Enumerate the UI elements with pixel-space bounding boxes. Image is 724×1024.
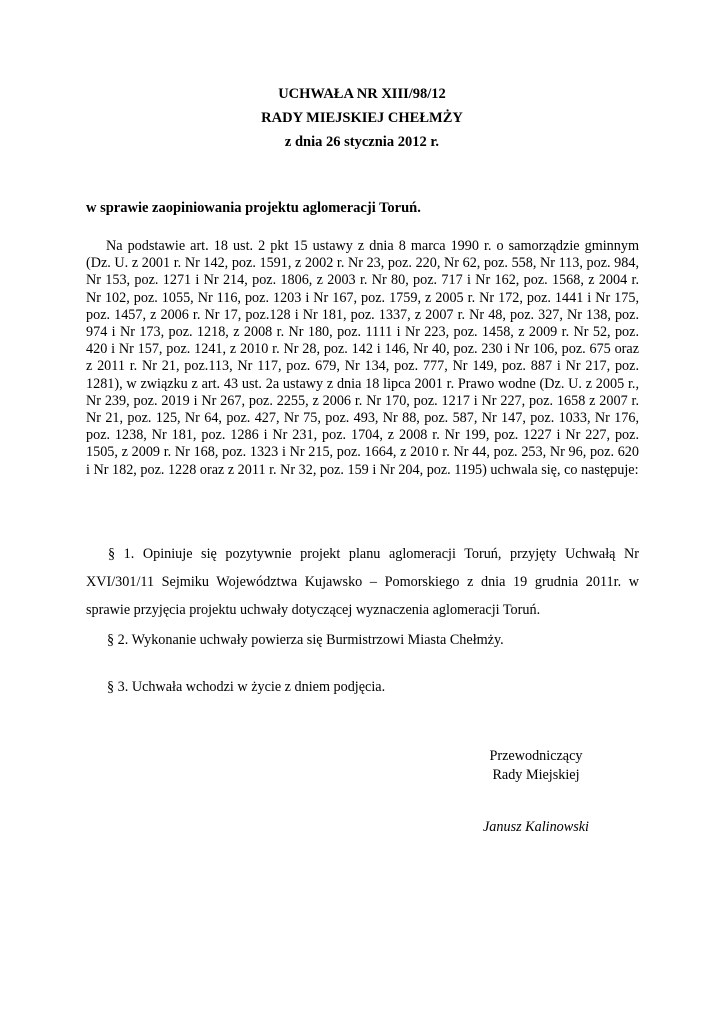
council-name: RADY MIEJSKIEJ CHEŁMŻY [261, 110, 463, 126]
paragraph-3: § 3. Uchwała wchodzi w życie z dniem podjęcia. [107, 679, 386, 695]
signatory-role [436, 747, 636, 785]
paragraph-1: § 1. Opiniuje się pozytywnie projekt planu aglomeracji Toruń, przyjęty Uchwałą Nr XVI/301/11 Sejmiku Województwa Kujawsko – Pomorskiego z dnia 19 grudnia 2011r. w sprawie przyjęcia projektu uchwały dotyczącej wyznaczenia aglomeracji Toruń. [86, 546, 639, 618]
resolution-date: z dnia 26 stycznia 2012 r. [284, 134, 440, 150]
resolution-header [0, 82, 724, 154]
paragraph-2: § 2. Wykonanie uchwały powierza się Burmistrzowi Miasta Chełmży. [107, 632, 504, 648]
signatory-title: Przewodniczący [489, 748, 583, 764]
resolution-subject: w sprawie zaopiniowania projektu aglomeracji Toruń. [86, 200, 421, 216]
legal-basis-paragraph: Na podstawie art. 18 ust. 2 pkt 15 ustawy z dnia 8 marca 1990 r. o samorządzie gminnym (Dz. U. z 2001 r. Nr 142, poz. 1591, z 2002 r. Nr 23, poz. 220, Nr 62, poz. 558, Nr 113, poz. 984, Nr 153, poz. 1271 i Nr 214, poz. 1806, z 2003 r. Nr 80, poz. 717 i Nr 162, poz. 1568, z 2004 r. Nr 102, poz. 1055, Nr 116, poz. 1203 i Nr 167, poz. 1759, z 2005 r. Nr 172, poz. 1441 i Nr 175, poz. 1457, z 2006 r. Nr 17, poz.128 i Nr 181, poz. 1337, z 2007 r. Nr 48, poz. 327, Nr 138, poz. 974 i Nr 173, poz. 1218, z 2008 r. Nr 180, poz. 1111 i Nr 223, poz. 1458, z 2009 r. Nr 52, poz. 420 i Nr 157, poz. 1241, z 2010 r. Nr 28, poz. 142 i 146, Nr 40, poz. 230 i Nr 106, poz. 675 oraz z 2011 r. Nr 21, poz.113, Nr 117, poz. 679, Nr 134, poz. 777, Nr 149, poz. 887 i Nr 217, poz. 1281), w związku z art. 43 ust. 2a ustawy z dnia 18 lipca 2001 r. Prawo wodne (Dz. U. z 2005 r., Nr 239, poz. 2019 i Nr 267, poz. 2255, z 2006 r. Nr 170, poz. 1217 i Nr 227, poz. 1658 z 2007 r. Nr 21, poz. 125, Nr 64, poz. 427, Nr 75, poz. 493, Nr 88, poz. 587, Nr 147, poz. 1033, Nr 176, poz. 1238, Nr 181, poz. 1286 i Nr 231, poz. 1704, z 2008 r. Nr 199, poz. 1227 i Nr 227, poz. 1505, z 2009 r. Nr 168, poz. 1323 i Nr 215, poz. 1664, z 2010 r. Nr 44, poz. 253, Nr 96, poz. 620 i Nr 182, poz. 1228 oraz z 2011 r. Nr 32, poz. 159 i Nr 204, poz. 1195) uchwala się, co następuje: [86, 238, 639, 478]
resolution-number: UCHWAŁA NR XIII/98/12 [278, 86, 446, 102]
signatory-body: Rady Miejskiej [492, 767, 580, 783]
signatory-name: Janusz Kalinowski [482, 819, 590, 835]
